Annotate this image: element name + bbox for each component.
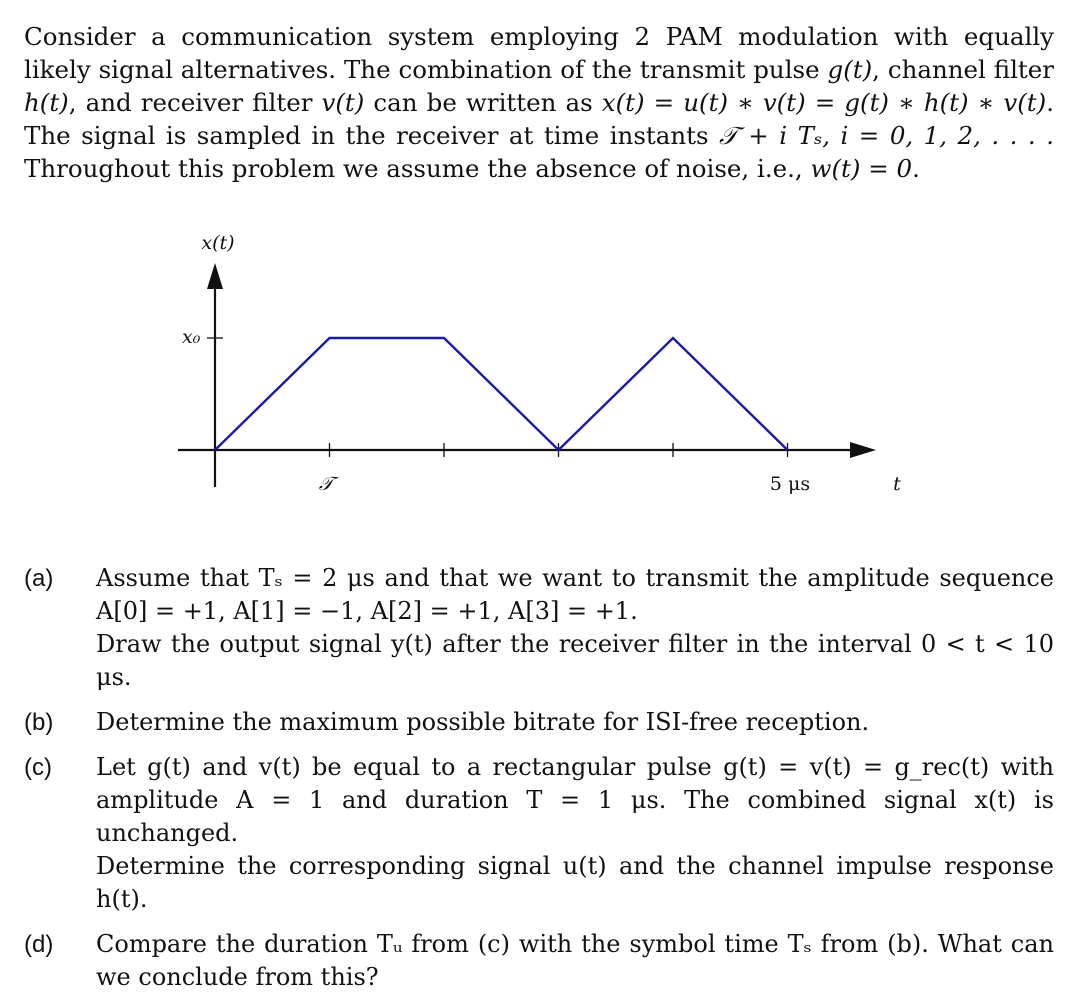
intro-text-4: can be written as [364, 88, 602, 117]
y-axis-arrow [207, 263, 223, 289]
pulse-trace [215, 338, 788, 450]
intro-text-6: Throughout this problem we assume the absence of noise, i.e., [24, 154, 811, 183]
symbol-v: v(t) [321, 88, 365, 117]
part-a-line-1: Assume that Tₛ = 2 μs and that we want to transmit the amplitude sequence A[0] = +1, A[1] = −1, A[2] = +1, A[3] = +1. [96, 564, 1054, 625]
symbol-h: h(t) [24, 88, 69, 117]
x-tick-label-T: 𝒯 [318, 473, 334, 495]
ticks-layer [207, 338, 788, 457]
intro-text-7: . [912, 154, 920, 183]
intro-text-1: Consider a communication system employing 2 PAM modulation with equally likely signal alternatives. The combination of the transmit pulse [24, 22, 1054, 84]
part-b [24, 706, 1054, 739]
symbol-g: g(t) [827, 55, 873, 84]
formula-x: x(t) = u(t) ∗ v(t) = g(t) ∗ h(t) ∗ v(t) [601, 88, 1047, 117]
x-axis-label: t [893, 473, 901, 495]
x-axis-arrow [850, 442, 876, 458]
formula-noise: w(t) = 0 [810, 154, 913, 183]
intro-text-2: , channel filter [872, 55, 1054, 84]
part-c-line-1: Let g(t) and v(t) be equal to a rectangular pulse g(t) = v(t) = g_rec(t) with amplitude A = 1 and duration T = 1 μs. The combined signal x(t) is unchanged. [96, 753, 1054, 847]
part-d-line-1: Compare the duration Tᵤ from (c) with the symbol time Tₛ from (b). What can we conclude from this? [96, 930, 1054, 991]
question-parts [24, 562, 1054, 1006]
part-label-d: (d) [24, 931, 54, 958]
y-axis-label: x(t) [201, 232, 235, 254]
part-label-b: (b) [24, 709, 54, 736]
part-d [24, 928, 1054, 994]
part-b-line-1: Determine the maximum possible bitrate for ISI-free reception. [96, 708, 870, 736]
intro-text-5: . The signal is sampled in the receiver at time instants [24, 88, 1055, 150]
part-c-line-2: Determine the corresponding signal u(t) and the channel impulse response h(t). [96, 852, 1054, 913]
x-tick-label-5us: 5 μs [769, 473, 811, 495]
intro-text-3: , and receiver filter [68, 88, 322, 117]
pulse-figure [160, 225, 900, 515]
formula-samples: 𝒯 + i Tₛ, i = 0, 1, 2, . . . . [719, 121, 1054, 150]
part-label-a: (a) [24, 565, 54, 592]
y-tick-label: x₀ [182, 326, 201, 348]
part-c [24, 751, 1054, 916]
part-a [24, 562, 1054, 694]
part-label-c: (c) [24, 754, 52, 781]
part-a-line-2: Draw the output signal y(t) after the receiver filter in the interval 0 < t < 10 μs. [96, 630, 1054, 691]
problem-statement [24, 20, 1054, 185]
pulse-plot [160, 225, 900, 515]
